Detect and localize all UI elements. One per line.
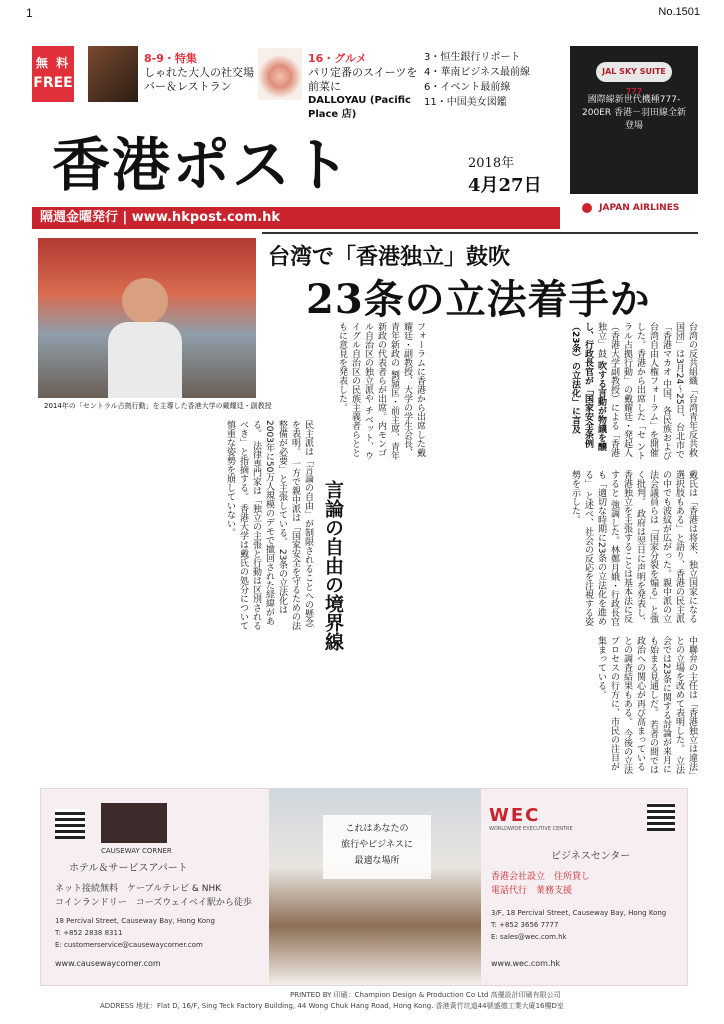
person-figure bbox=[122, 278, 168, 324]
causeway-tel: T: +852 2838 8311 bbox=[55, 929, 123, 937]
body-col: 立法会では23条に関する討論が来月にも始まる見通しだ。 bbox=[648, 636, 684, 774]
teaser-pages: 8-9・特集 bbox=[144, 52, 197, 65]
teaser-bar-feature[interactable] bbox=[88, 46, 258, 102]
teaser-line2: DALLOYAU (Pacific Place 店) bbox=[308, 95, 411, 120]
teaser-line2: バー＆レストラン bbox=[144, 80, 232, 93]
free-badge-en: FREE bbox=[33, 75, 73, 91]
article-body-bottom bbox=[38, 636, 698, 776]
jal-advertisement[interactable] bbox=[570, 46, 698, 222]
headline-main: 23条の立法着手か bbox=[306, 276, 651, 323]
masthead-title: 香港ポスト bbox=[52, 131, 353, 199]
body-col: 香港大学は戴氏の処分について慎重な姿勢を崩していない。 bbox=[225, 420, 248, 630]
jal-brand bbox=[570, 194, 698, 222]
body-col: 吹する言動が物議を醸し、行政長官が「国家安全条例（23条）の立法化」に言及 bbox=[570, 322, 606, 451]
article-body-lower-right bbox=[350, 470, 698, 630]
jal-pill: JAL SKY SUITE 777 bbox=[596, 62, 672, 82]
body-col: フォーラムに香港から出席した戴耀廷・副教授、大学の学生会長、青年新政の bbox=[389, 322, 425, 457]
causeway-brand: CAUSEWAY CORNER bbox=[101, 847, 172, 855]
causeway-title: ホテル＆サービスアパート bbox=[69, 863, 188, 874]
body-col: 若者の間では政治への関心が再び高まっているとの調査結果もある。 bbox=[622, 636, 658, 774]
causeway-features: ネット接続無料 ケーブルテレビ & NHK bbox=[55, 884, 222, 894]
article-body-upper bbox=[430, 322, 698, 462]
wec-qr-code-icon[interactable] bbox=[647, 803, 675, 831]
index-item[interactable]: 6・イベント最前線 bbox=[424, 82, 511, 93]
causeway-address: 18 Percival Street, Causeway Bay, Hong Kong bbox=[55, 917, 215, 925]
body-col: 民主派は「言論の自由」が制限されることへの懸念を表明。 bbox=[290, 420, 313, 627]
body-col: 劉頴匡・前主席、青年新政の代表者らが出席。内モンゴル自治区の独立派や bbox=[363, 322, 399, 460]
bottom-advertisement[interactable] bbox=[40, 788, 688, 986]
body-col: 法律専門家は「独立の主張と行動は区別されるべき」と指摘する。 bbox=[238, 420, 261, 630]
wec-tel: T: +852 3656 7777 bbox=[491, 921, 559, 929]
sub-headline: 言論の自由の境界線 bbox=[322, 480, 344, 651]
center-copy-1: これはあなたの bbox=[345, 824, 409, 834]
jal-brand-text: JAPAN AIRLINES bbox=[599, 203, 680, 213]
page-number: 1 bbox=[26, 6, 33, 20]
wec-brand-sub: WORLDWIDE EXECUTIVE CENTRE bbox=[489, 826, 573, 832]
causeway-features-2: コインランドリー コーズウェイベイ駅から徒歩 bbox=[55, 898, 252, 908]
body-col: 台湾の反共組織「台湾青年反共救国団」は3月24～25日、台北市で「香港マカオ bbox=[661, 322, 697, 459]
teaser-gourmet-image bbox=[258, 48, 302, 100]
free-badge bbox=[32, 46, 74, 102]
body-col: の中でも波紋が広がった。親中派の立法会議員らは「国家分裂を煽る」と強く批判。 bbox=[635, 470, 671, 623]
body-col: 中国、各民族および台湾自由人権フォーラム」を開催した。香港から出席した「セ bbox=[635, 322, 671, 460]
wec-address: 3/F, 18 Percival Street, Causeway Bay, Hong Kong bbox=[491, 909, 667, 917]
issue-date bbox=[468, 152, 542, 197]
teaser-pages: 16・グルメ bbox=[308, 52, 367, 65]
wec-logo bbox=[489, 805, 609, 831]
teaser-line1: しゃれた大人の社交場 bbox=[144, 66, 254, 79]
center-copy-box bbox=[323, 815, 431, 879]
photo-caption: 2014年の「セントラル占拠行動」を主導した香港大学の戴耀廷・副教授 bbox=[44, 402, 272, 410]
wec-title: ビジネスセンター bbox=[551, 851, 631, 862]
article-body-lower-left bbox=[38, 420, 314, 630]
page-index bbox=[424, 50, 530, 110]
wec-brand: WEC bbox=[489, 805, 541, 826]
teaser-bar-image bbox=[88, 46, 138, 102]
teaser-gourmet[interactable] bbox=[258, 46, 420, 120]
body-col: ントラル占拠行動」の戴耀廷・発起人（香港大学副教授）による「香港独立」鼓 bbox=[596, 322, 645, 460]
wec-services-2: 電話代行 業務支援 bbox=[491, 886, 573, 896]
wec-email: E: sales@wec.com.hk bbox=[491, 933, 567, 941]
body-col: 今後の立法プロセスの行方に、市民の注目が集まっている。 bbox=[596, 636, 632, 774]
causeway-email: E: customerservice@causewaycorner.com bbox=[55, 941, 203, 949]
causeway-web[interactable]: www.causewaycorner.com bbox=[55, 959, 161, 968]
teaser-line1: パリ定番のスイーツを前菜に bbox=[308, 66, 418, 93]
issue-year: 2018年 bbox=[468, 156, 515, 171]
wec-web[interactable]: www.wec.com.hk bbox=[491, 959, 561, 968]
index-item[interactable]: 3・恒生銀行リポート bbox=[424, 52, 521, 63]
index-item[interactable]: 4・華南ビジネス最前線 bbox=[424, 67, 531, 78]
index-item[interactable]: 11・中国美女図鑑 bbox=[424, 97, 507, 108]
footer-address: ADDRESS 地址：Flat D, 16/F, Sing Teck Factory Building, 44 Wong Chuk Hang Road, Hong Kong. 香港黃竹坑道44號盛德工業大廈16樓D室 bbox=[100, 1002, 564, 1010]
footer-printed: PRINTED BY 印刷：Champion Design & Production Co Ltd 高優設計印刷有限公司 bbox=[290, 991, 561, 999]
jal-text: 國際線新世代機種777-200ER 香港－羽田線全新登場 bbox=[582, 95, 686, 131]
publication-bar[interactable]: 隔週金曜発行 | www.hkpost.com.hk bbox=[32, 207, 560, 229]
body-col: 23条の立法化は2003年に50万人規模のデモで撤回された経緯がある。 bbox=[251, 420, 287, 626]
causeway-logo bbox=[101, 803, 167, 843]
body-col: 強調した。林鄭月娥・行政長官も「適切な時期に23条の立法化を進める」 bbox=[583, 470, 619, 626]
person-body bbox=[108, 322, 182, 398]
body-col: と述べ、社会の反応を注視する姿勢を示した。 bbox=[570, 470, 593, 626]
headline-rule bbox=[262, 232, 698, 234]
body-col: 政府は翌日に声明を発表し、香港独立を主張することは基本法に反すると bbox=[609, 470, 645, 626]
wec-services: 香港会社設立 住所貸し bbox=[491, 872, 591, 882]
body-col: 中聯弁の主任は「香港独立は違法」との立場を改めて表明した。 bbox=[674, 636, 697, 776]
center-copy-2: 旅行やビジネスに bbox=[341, 840, 413, 850]
crane-icon bbox=[582, 203, 592, 213]
issue-number: No.1501 bbox=[658, 6, 700, 18]
body-col: チベット、ウイグル自治区の民族主義者らとともに意見を発表した。 bbox=[337, 322, 373, 460]
print-footer bbox=[100, 990, 564, 1012]
lead-photo bbox=[38, 238, 256, 398]
center-copy-3: 最適な場所 bbox=[354, 856, 400, 866]
body-col: 戴氏は「香港は将来、独立国家になる選択肢もある」と語り、香港の民主派 bbox=[674, 470, 697, 623]
free-badge-ja: 無 料 bbox=[35, 56, 71, 70]
qr-code-icon[interactable] bbox=[55, 809, 85, 839]
headline-kicker: 台湾で「香港独立」鼓吹 bbox=[268, 245, 511, 270]
body-col: 一方で親中派は「国家安全を守るための法整備が必要」と主張している。 bbox=[277, 420, 300, 630]
issue-month-day: 4月27日 bbox=[468, 175, 542, 196]
